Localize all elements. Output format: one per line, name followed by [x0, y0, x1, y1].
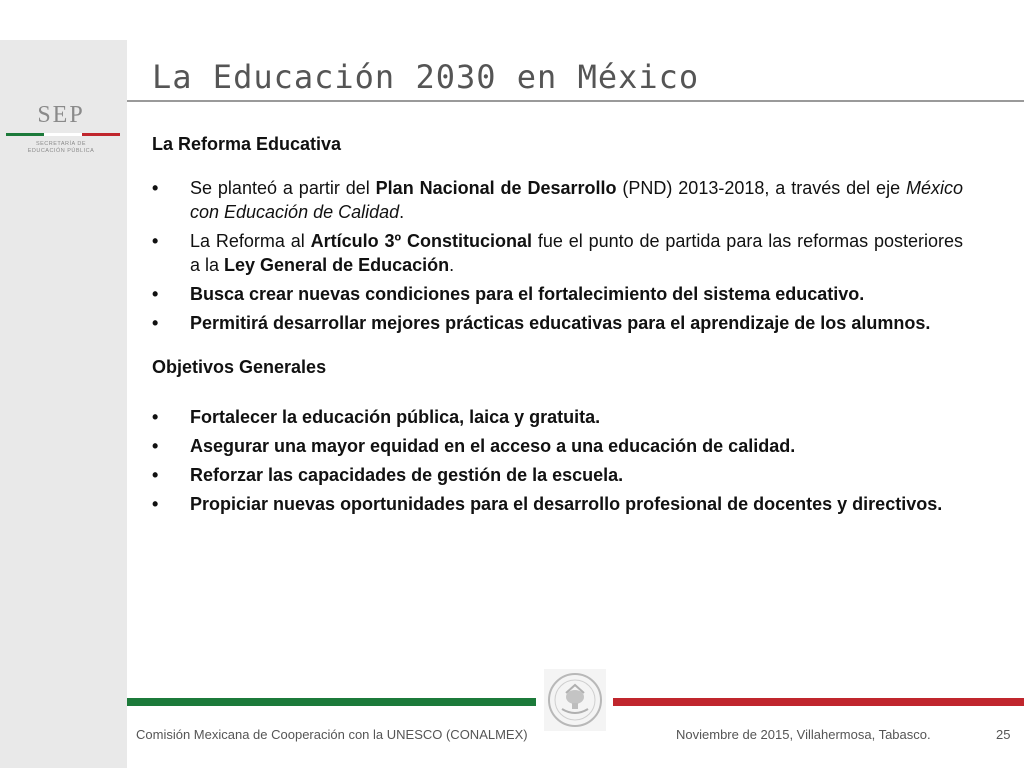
bullet-text: .: [449, 255, 455, 275]
objetivos-bullet-list: [152, 405, 963, 516]
logo-subtitle-line2: EDUCACIÓN PÚBLICA: [27, 148, 95, 154]
page-number: 25: [996, 727, 1011, 742]
logo-text: SEP: [37, 102, 85, 128]
list-item: [152, 229, 963, 277]
bullet-text: La Reforma al: [190, 231, 311, 251]
footer-organization: Comisión Mexicana de Cooperación con la UNESCO (CONALMEX): [136, 727, 528, 742]
bullet-text: .: [399, 202, 405, 222]
slide-content: [152, 130, 963, 521]
bullet-text: (PND) 2013-2018, a través del eje: [616, 178, 906, 198]
list-item: • Busca crear nuevas condiciones para el fortalecimiento del sistema educativo.: [152, 282, 963, 306]
list-item: • Permitirá desarrollar mejores prácticas educativas para el aprendizaje de los alumnos.: [152, 311, 963, 335]
footer-date-location: Noviembre de 2015, Villahermosa, Tabasco.: [676, 727, 931, 742]
sidebar: [0, 40, 127, 768]
bullet-text: fue el punto de partida para las reformas posteriores a la: [190, 231, 963, 275]
bullet-bold-text: Ley General de Educación: [224, 255, 450, 275]
mexico-coat-of-arms-seal-icon: [544, 669, 606, 731]
list-item: • Reforzar las capacidades de gestión de la escuela.: [152, 463, 963, 487]
logo-subtitle: [6, 141, 116, 155]
logo-tricolor-bar: [6, 133, 120, 136]
bullet-italic-text: México con Educación de Calidad: [190, 178, 964, 222]
list-item: • Fortalecer la educación pública, laica y gratuita.: [152, 405, 963, 429]
footer-red-bar: [613, 698, 1024, 706]
slide-title: La Educación 2030 en México: [152, 58, 700, 96]
logo-subtitle-line1: SECRETARÍA DE: [35, 141, 87, 147]
list-item: • Propiciar nuevas oportunidades para el desarrollo profesional de docentes y directivos.: [152, 492, 963, 516]
footer-green-bar: [127, 698, 536, 706]
sep-logo: [6, 102, 126, 155]
bullet-bold-text: Artículo 3º Constitucional: [310, 231, 532, 251]
section-heading-reforma: La Reforma Educativa: [152, 134, 342, 154]
section-heading-objetivos: Objetivos Generales: [152, 357, 327, 377]
reforma-bullet-list: [152, 176, 963, 335]
bullet-bold-text: Plan Nacional de Desarrollo: [375, 178, 617, 198]
bullet-text: Se planteó a partir del: [190, 178, 376, 198]
title-divider: [127, 100, 1024, 102]
list-item: • Asegurar una mayor equidad en el acceso a una educación de calidad.: [152, 434, 963, 458]
list-item: [152, 176, 963, 224]
